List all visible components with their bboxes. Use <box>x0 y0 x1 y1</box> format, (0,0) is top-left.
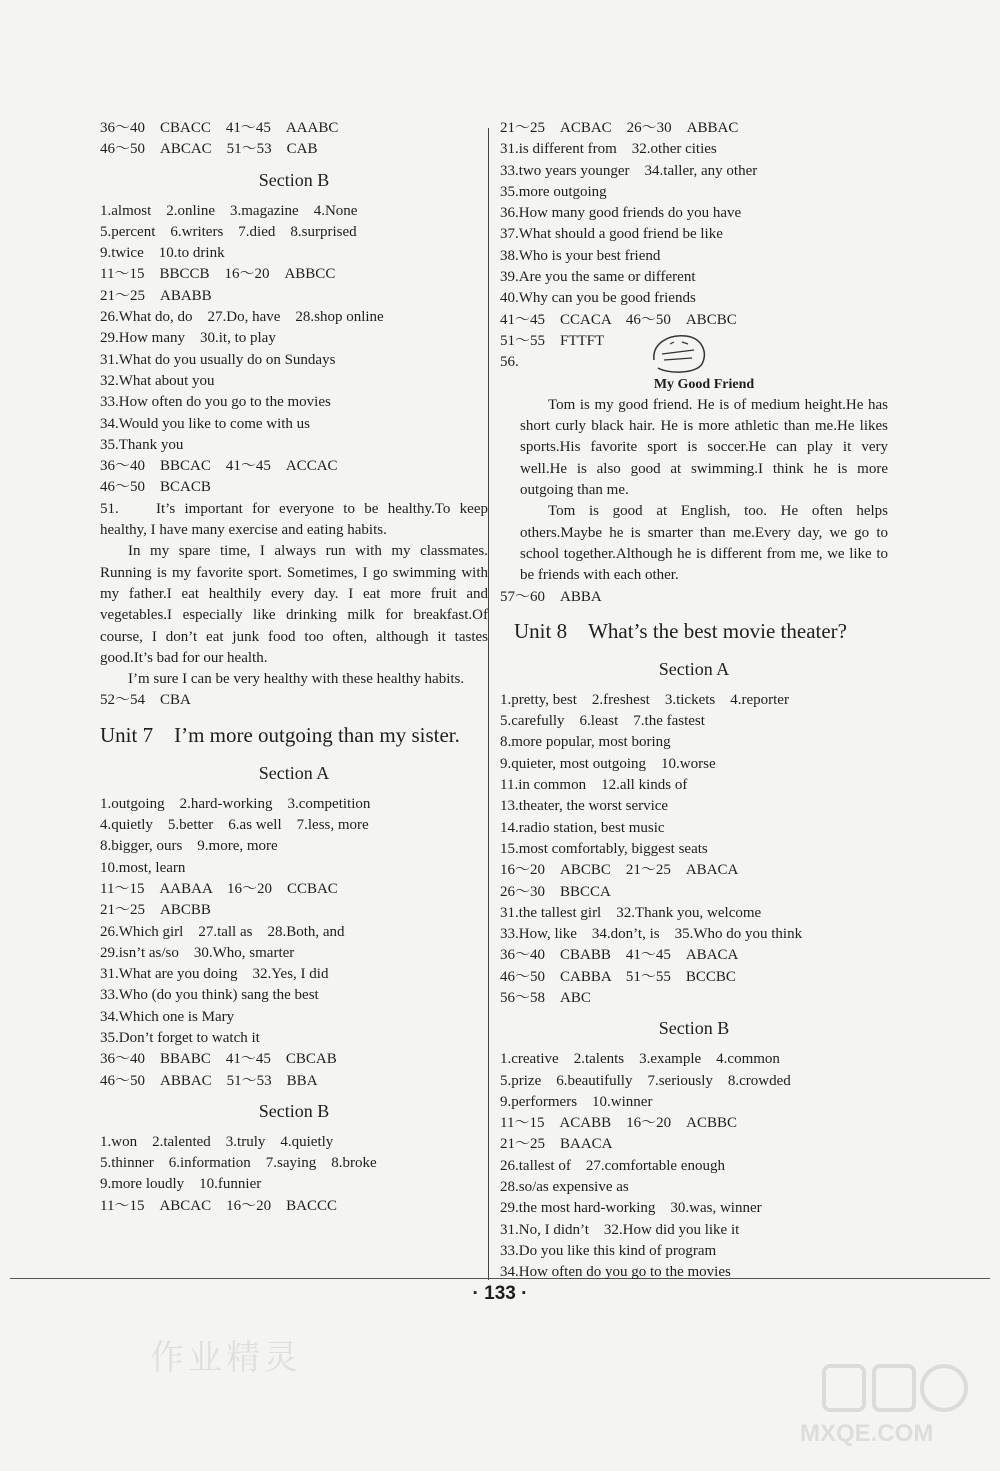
answer-line: 33.How, like 34.don’t, is 35.Who do you think <box>500 926 803 943</box>
answer-line: 5.thinner 6.information 7.saying 8.broke <box>100 1155 377 1172</box>
answer-line: 11.in common 12.all kinds of <box>500 777 688 794</box>
answer-line: 1.outgoing 2.hard-working 3.competition <box>100 795 371 812</box>
answer-line: 5.percent 6.writers 7.died 8.surprised <box>100 223 357 240</box>
answer-line: 33.How often do you go to the movies <box>100 394 331 411</box>
answer-line: 31.What do you usually do on Sundays <box>100 351 336 368</box>
right-column <box>500 118 888 1284</box>
answer-line: 9.quieter, most outgoing 10.worse <box>500 755 716 772</box>
answer-line: 11～15 ACABB 16～20 ACBBC <box>500 1115 737 1132</box>
answer-line: 41～45 CCACA 46～50 ABCBC <box>500 311 737 328</box>
answer-line: 9.more loudly 10.funnier <box>100 1176 262 1193</box>
answer-line: 5.carefully 6.least 7.the fastest <box>500 713 705 730</box>
watermark-url: MXQE.COM <box>800 1420 934 1447</box>
answer-line: 57～60 ABBA <box>500 588 602 605</box>
answer-line: 32.What about you <box>100 372 215 389</box>
watermark-text: 作业精灵 <box>150 1338 302 1378</box>
answer-line: 40.Why can you be good friends <box>500 290 696 307</box>
section-heading: Section A <box>258 762 330 783</box>
unit-heading: Unit 8 What’s the best movie theater? <box>514 618 847 643</box>
answer-line: 5.prize 6.beautifully 7.seriously 8.crowded <box>500 1072 791 1089</box>
answer-line: 26.What do, do 27.Do, have 28.shop online <box>100 309 384 326</box>
answer-line: 29.the most hard-working 30.was, winner <box>500 1200 762 1217</box>
answer-line: 13.theater, the worst service <box>500 798 669 815</box>
question-number: 51. <box>100 500 119 517</box>
answer-line: 15.most comfortably, biggest seats <box>500 840 708 857</box>
answer-line: 31.What are you doing 32.Yes, I did <box>100 966 329 983</box>
answer-line: 29.How many 30.it, to play <box>100 330 276 347</box>
answer-line: 34.Would you like to come with us <box>100 415 311 432</box>
unit7-section-b-answers <box>100 1132 488 1217</box>
answer-line: 10.most, learn <box>100 859 186 876</box>
answer-line: 56. <box>500 354 519 371</box>
answer-line: 8.bigger, ours 9.more, more <box>100 838 278 855</box>
answer-line: 36～40 CBACC 41～45 AAABC <box>100 120 339 136</box>
ink-stamp-icon <box>648 330 710 376</box>
answer-line: 29.isn’t as/so 30.Who, smarter <box>100 944 295 961</box>
unit8-section-a-answers <box>500 690 888 1009</box>
answer-line: 21～25 ACBAC 26～30 ABBAC <box>500 120 739 136</box>
answer-line: 56～58 ABC <box>500 989 591 1006</box>
answer-line: 46～50 CABBA 51～55 BCCBC <box>500 968 736 985</box>
answer-line: 4.quietly 5.better 6.as well 7.less, more <box>100 817 369 834</box>
answer-line: 26.Which girl 27.tall as 28.Both, and <box>100 923 345 940</box>
answer-line: 1.pretty, best 2.freshest 3.tickets 4.reporter <box>500 691 789 708</box>
answer-line: 35.more outgoing <box>500 183 607 200</box>
unit8-section-b-answers <box>500 1049 888 1283</box>
answer-line: 31.No, I didn’t 32.How did you like it <box>500 1221 740 1238</box>
answer-line: 1.almost 2.online 3.magazine 4.None <box>100 202 358 219</box>
section-heading: Section B <box>258 1100 330 1121</box>
answer-line: 28.so/as expensive as <box>500 1179 629 1196</box>
answer-line: 33.two years younger 34.taller, any other <box>500 162 758 179</box>
answer-line: 1.creative 2.talents 3.example 4.common <box>500 1051 780 1068</box>
answer-line: 36～40 BBABC 41～45 CBCAB <box>100 1051 337 1068</box>
answer-line: 14.radio station, best music <box>500 819 665 836</box>
essay-paragraph: Tom is good at English, too. He often helps others.Maybe he is smarter than me.Every day, we go to school together.Although he is different from me, we like to be friends with each other. <box>520 503 888 584</box>
left-top-answers <box>100 118 488 161</box>
watermark-logo-icon <box>820 1360 970 1420</box>
answer-line: 8.more popular, most boring <box>500 734 671 751</box>
answer-line: 21～25 BAACA <box>500 1136 613 1153</box>
answer-line: 35.Don’t forget to watch it <box>100 1029 260 1046</box>
section-b-answers <box>100 201 488 499</box>
unit-heading: Unit 7 I’m more outgoing than my sister. <box>100 722 460 747</box>
answer-line: 36.How many good friends do you have <box>500 205 742 222</box>
answer-line: 46～50 ABBAC 51～53 BBA <box>100 1072 318 1089</box>
answer-line: 46～50 ABCAC 51～53 CAB <box>100 141 318 158</box>
unit7-section-a-answers <box>100 794 488 1092</box>
answer-line: 35.Thank you <box>100 436 184 453</box>
essay-paragraph: It’s important for everyone to be healthy.To keep healthy, I have many exercise and eating habits. <box>100 500 488 539</box>
essay-51 <box>100 499 488 691</box>
answer-line: 38.Who is your best friend <box>500 247 661 264</box>
answer-line: 34.How often do you go to the movies <box>500 1264 731 1281</box>
section-heading: Section B <box>258 169 330 190</box>
essay-paragraph: I’m sure I can be very healthy with these healthy habits. <box>128 671 465 688</box>
essay-paragraph: In my spare time, I always run with my classmates. Running is my favorite sport. Sometimes, I go swimming with my father.I eat healthily every day. I eat more fruit and vegetables.I especially like drinking milk for breakfast.Of course, I don’t eat junk food too often, although it tastes good.It’s bad for our health. <box>100 543 488 666</box>
answer-line: 33.Do you like this kind of program <box>500 1242 717 1259</box>
answer-line: 11～15 ABCAC 16～20 BACCC <box>100 1197 337 1214</box>
answer-line: 16～20 ABCBC 21～25 ABACA <box>500 862 739 879</box>
answer-line: 36～40 BBCAC 41～45 ACCAC <box>100 458 338 475</box>
answer-line: 31.the tallest girl 32.Thank you, welcome <box>500 904 762 921</box>
page-number: · 133 · <box>472 1283 528 1304</box>
answer-line: 21～25 ABABB <box>100 287 212 304</box>
answer-line: 26～30 BBCCA <box>500 883 611 900</box>
answer-line: 26.tallest of 27.comfortable enough <box>500 1157 725 1174</box>
essay-title: My Good Friend <box>653 376 755 392</box>
column-divider <box>488 128 489 1280</box>
answer-line: 9.twice 10.to drink <box>100 245 225 262</box>
section-heading: Section A <box>658 658 730 679</box>
answer-line: 21～25 ABCBB <box>100 902 211 919</box>
answer-line: 31.is different from 32.other cities <box>500 141 717 158</box>
answer-line: 9.performers 10.winner <box>500 1093 653 1110</box>
answer-line: 52～54 CBA <box>100 692 191 709</box>
essay-paragraph: Tom is my good friend. He is of medium height.He has short curly black hair. He is more athletic than me.He likes sports.His favorite sport is soccer.He can play it very well.He is also good at swimming.I think he is more outgoing than me. <box>520 396 888 499</box>
section-heading: Section B <box>658 1018 730 1039</box>
answer-line: 51～55 FTTFT <box>500 332 605 349</box>
answer-line: 46～50 BCACB <box>100 479 211 496</box>
answer-line: 1.won 2.talented 3.truly 4.quietly <box>100 1133 334 1150</box>
answer-line: 36～40 CBABB 41～45 ABACA <box>500 947 739 964</box>
left-column <box>100 118 488 1217</box>
answer-line: 34.Which one is Mary <box>100 1008 235 1025</box>
answer-line: 37.What should a good friend be like <box>500 226 723 243</box>
essay-56 <box>500 374 888 587</box>
answer-line: 11～15 AABAA 16～20 CCBAC <box>100 880 338 897</box>
answer-line: 39.Are you the same or different <box>500 269 696 286</box>
answer-line: 11～15 BBCCB 16～20 ABBCC <box>100 266 336 283</box>
answer-line: 33.Who (do you think) sang the best <box>100 987 319 1004</box>
